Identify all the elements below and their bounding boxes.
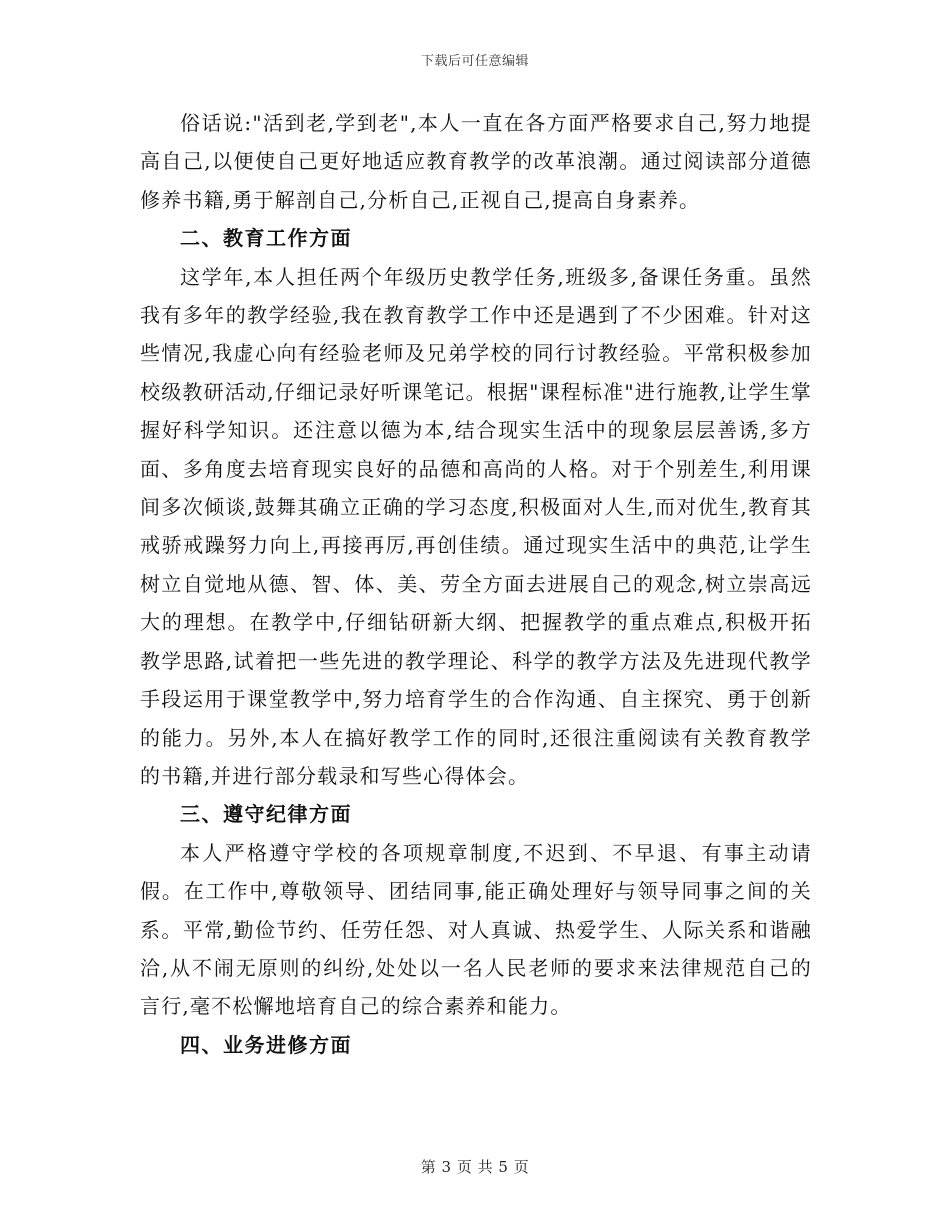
paragraph-self-improvement: 俗话说:"活到老,学到老",本人一直在各方面严格要求自己,努力地提高自己,以便使自己更好地适应教育教学的改革浪潮。通过阅读部分道德修养书籍,勇于解剖自己,分析自己,正视自己,提高自身素养。 [140, 111, 812, 212]
section-heading-professional-development: 四、业务进修方面 [180, 1032, 352, 1057]
paragraph-education-work: 这学年,本人担任两个年级历史教学任务,班级多,备课任务重。虽然我有多年的教学经验,我在教育教学工作中还是遇到了不少困难。针对这些情况,我虚心向有经验老师及兄弟学校的同行讨教经验。平常积极参加校级教研活动,仔细记录好听课笔记。根据"课程标准"进行施教,让学生掌握好科学知识。还注意以德为本,结合现实生活中的现象层层善诱,多方面、多角度去培育现实良好的品德和高尚的人格。对于个别差生,利用课间多次倾谈,鼓舞其确立正确的学习态度,积极面对人生,而对优生,教育其戒骄戒躁努力向上,再接再厉,再创佳绩。通过现实生活中的典范,让学生树立自觉地从德、智、体、美、劳全方面去进展自己的观念,树立崇高远大的理想。在教学中,仔细钻研新大纲、把握教学的重点难点,积极开拓教学思路,试着把一些先进的教学理论、科学的教学方法及先进现代教学手段运用于课堂教学中,努力培育学生的合作沟通、自主探究、勇于创新的能力。另外,本人在搞好教学工作的同时,还很注重阅读有关教育教学的书籍,并进行部分载录和写些心得体会。 [140, 264, 812, 788]
paragraph-discipline: 本人严格遵守学校的各项规章制度,不迟到、不早退、有事主动请假。在工作中,尊敬领导、团结同事,能正确处理好与领导同事之间的关系。平常,勤俭节约、任劳任怨、对人真诚、热爱学生、人际关系和谐融洽,从不闹无原则的纠纷,处处以一名人民老师的要求来法律规范自己的言行,毫不松懈地培育自己的综合素养和能力。 [140, 840, 812, 1019]
page-header: 下载后可任意编辑 [420, 54, 529, 69]
section-heading-education-work: 二、教育工作方面 [180, 226, 352, 251]
document-body [140, 104, 812, 1064]
page-footer: 第 3 页 共 5 页 [420, 1158, 530, 1176]
section-heading-discipline: 三、遵守纪律方面 [180, 802, 352, 827]
